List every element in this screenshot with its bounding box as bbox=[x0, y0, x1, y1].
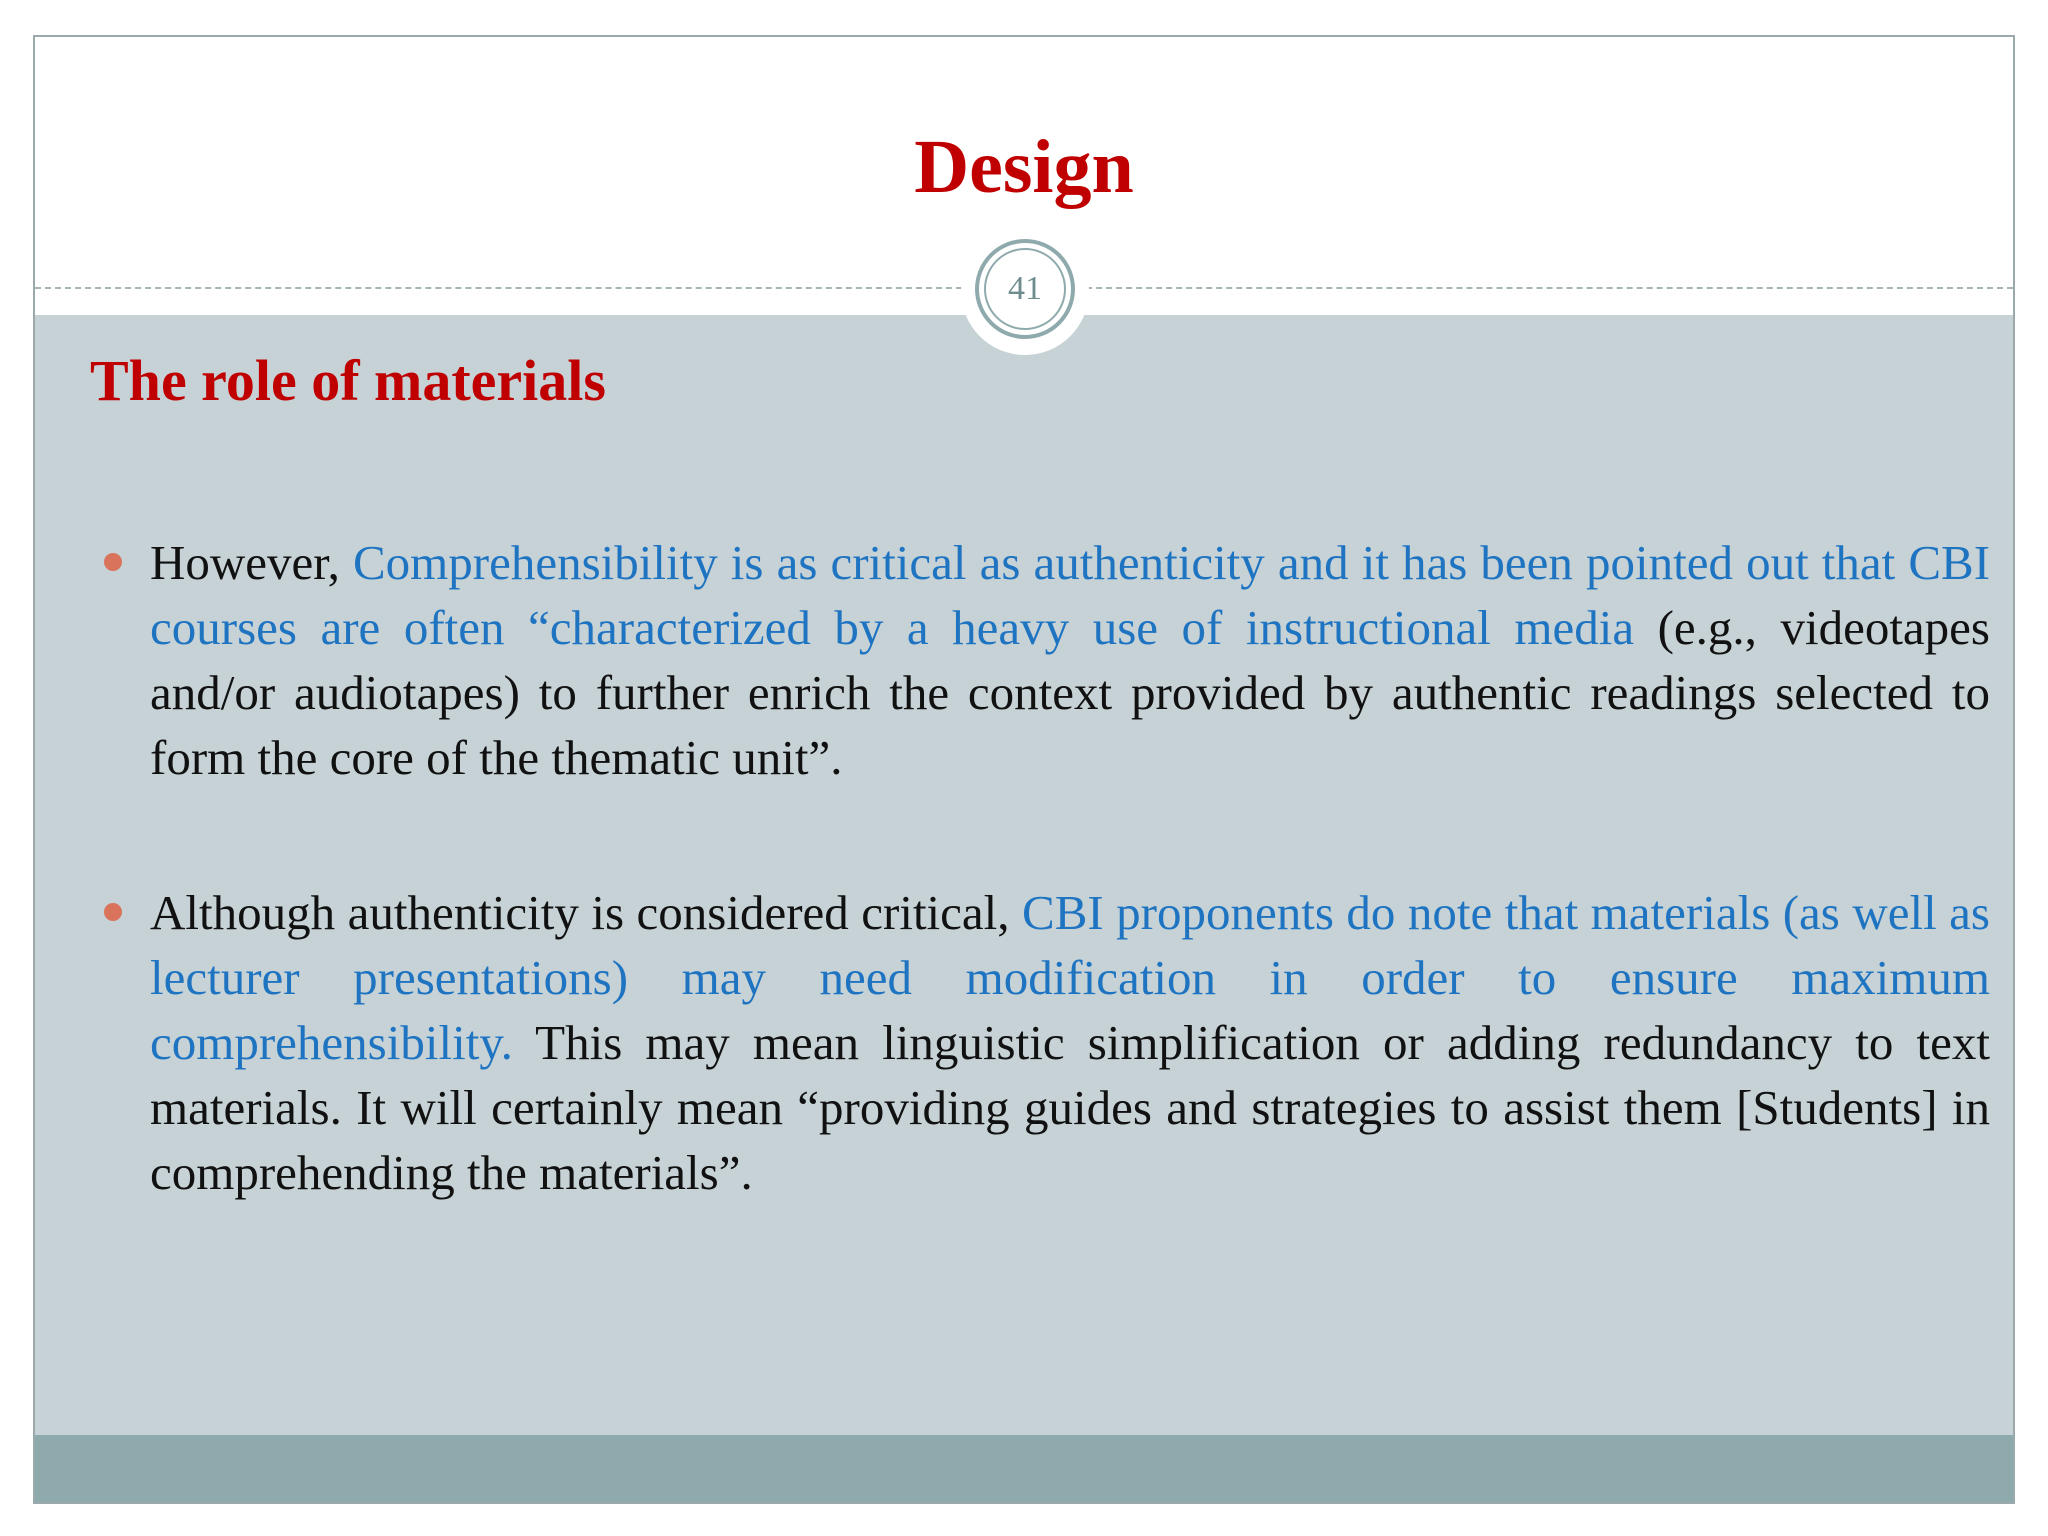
bullet-highlight-text: Comprehensibility is as critical as authenticity and it has been pointed out that CBI courses are often “characterized by a heavy use of instructional media bbox=[150, 535, 1991, 655]
page-number: 41 bbox=[984, 248, 1066, 330]
bullet-dot-icon bbox=[104, 553, 122, 571]
slide-title: Design bbox=[914, 125, 1134, 209]
bullet-paragraph bbox=[150, 880, 1990, 1205]
bullet-lead-text: However, bbox=[150, 535, 353, 590]
footer-bar bbox=[35, 1435, 2013, 1504]
page-number-badge bbox=[975, 239, 1075, 339]
bullet-tail-text: (e.g., videotapes and/or audiotapes) to further enrich the context provided by authentic readings selected to form the core of the thematic unit”. bbox=[150, 600, 1990, 785]
bullet-paragraph bbox=[150, 530, 1990, 790]
bullet-tail-text: This may mean linguistic simplification or adding redundancy to text materials. It will certainly mean “providing guides and strategies to assist them [Students] in comprehending the materials”. bbox=[150, 1015, 1990, 1200]
bullet-highlight-text: CBI proponents do note that materials (as well as lecturer presentations) may need modification in order to ensure maximum comprehensibility. bbox=[150, 885, 1991, 1070]
content-background bbox=[35, 315, 2013, 1435]
section-subtitle: The role of materials bbox=[90, 348, 606, 413]
bullet-dot-icon bbox=[104, 903, 122, 921]
bullet-lead-text: Although authenticity is considered critical, bbox=[150, 885, 1023, 940]
slide bbox=[33, 35, 2015, 1504]
